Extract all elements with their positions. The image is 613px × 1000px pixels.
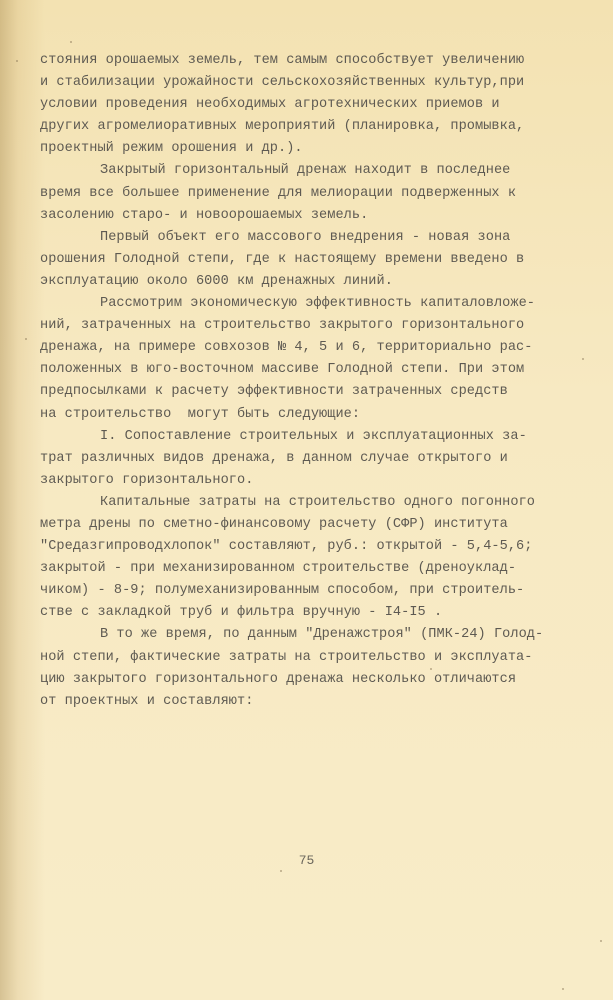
list-item-first-line: I. Сопоставление строительных и эксплуатационных за-	[100, 428, 527, 444]
text-line: время все большее применение для мелиорации подверженных к	[40, 185, 517, 201]
paper-speck	[70, 41, 72, 43]
paper-speck	[16, 60, 18, 62]
text-line: дренажа, на примере совхозов № 4, 5 и 6, территориально рас-	[40, 340, 533, 356]
paper-speck	[562, 988, 564, 990]
paper-speck	[25, 338, 27, 340]
text-line: на строительство могут быть следующие:	[40, 406, 361, 422]
text-line: от проектных и составляют:	[40, 693, 254, 709]
text-line: чиком) - 8-9; полумеханизированным способом, при строитель-	[40, 583, 525, 599]
paragraph-first-line: Рассмотрим экономическую эффективность капиталовложе-	[100, 296, 536, 312]
text-line: эксплуатацию около 6000 км дренажных линий.	[40, 273, 393, 289]
text-line: цию закрытого горизонтального дренажа несколько отличаются	[40, 671, 517, 687]
paragraph-first-line: В то же время, по данным "Дренажстроя" (ПМК-24) Голод-	[100, 627, 544, 643]
text-line: проектный режим орошения и др.).	[40, 141, 303, 157]
paragraph-first-line: Закрытый горизонтальный дренаж находит в последнее	[100, 163, 511, 179]
text-line: положенных в юго-восточном массиве Голодной степи. При этом	[40, 362, 525, 378]
paragraph-first-line: Первый объект его массового внедрения - новая зона	[100, 229, 511, 245]
text-line: метра дрены по сметно-финансовому расчету (СФР) института	[40, 516, 508, 532]
text-line: ной степи, фактические затраты на строительство и эксплуата-	[40, 649, 533, 665]
text-line: "Средазгипроводхлопок" составляют, руб.: открытой - 5,4-5,6;	[40, 539, 533, 555]
text-line: орошения Голодной степи, где к настоящему времени введено в	[40, 251, 525, 267]
text-line: и стабилизации урожайности сельскохозяйственных культур,при	[40, 75, 525, 91]
paragraph-first-line: Капитальные затраты на строительство одного погонного	[100, 494, 536, 510]
text-line: предпосылками к расчету эффективности затраченных средств	[40, 384, 508, 400]
text-line: трат различных видов дренажа, в данном случае открытого и	[40, 450, 508, 466]
text-line: закрытого горизонтального.	[40, 472, 254, 488]
page-number: 75	[298, 853, 315, 868]
body-text	[40, 50, 560, 713]
text-line: других агромелиоративных мероприятий (планировка, промывка,	[40, 119, 525, 135]
paper-speck	[280, 870, 282, 872]
text-line: условии проведения необходимых агротехнических приемов и	[40, 97, 500, 113]
paper-speck	[582, 358, 584, 360]
text-line: засолению старо- и новоорошаемых земель.	[40, 207, 369, 223]
text-line: ний, затраченных на строительство закрытого горизонтального	[40, 318, 525, 334]
text-line: закрытой - при механизированном строительстве (дреноуклад-	[40, 561, 517, 577]
paper-speck	[600, 940, 602, 942]
text-line: стве с закладкой труб и фильтра вручную - I4-I5 .	[40, 605, 443, 621]
text-line: стояния орошаемых земель, тем самым способствует увеличению	[40, 53, 525, 68]
paper-speck	[430, 668, 432, 670]
